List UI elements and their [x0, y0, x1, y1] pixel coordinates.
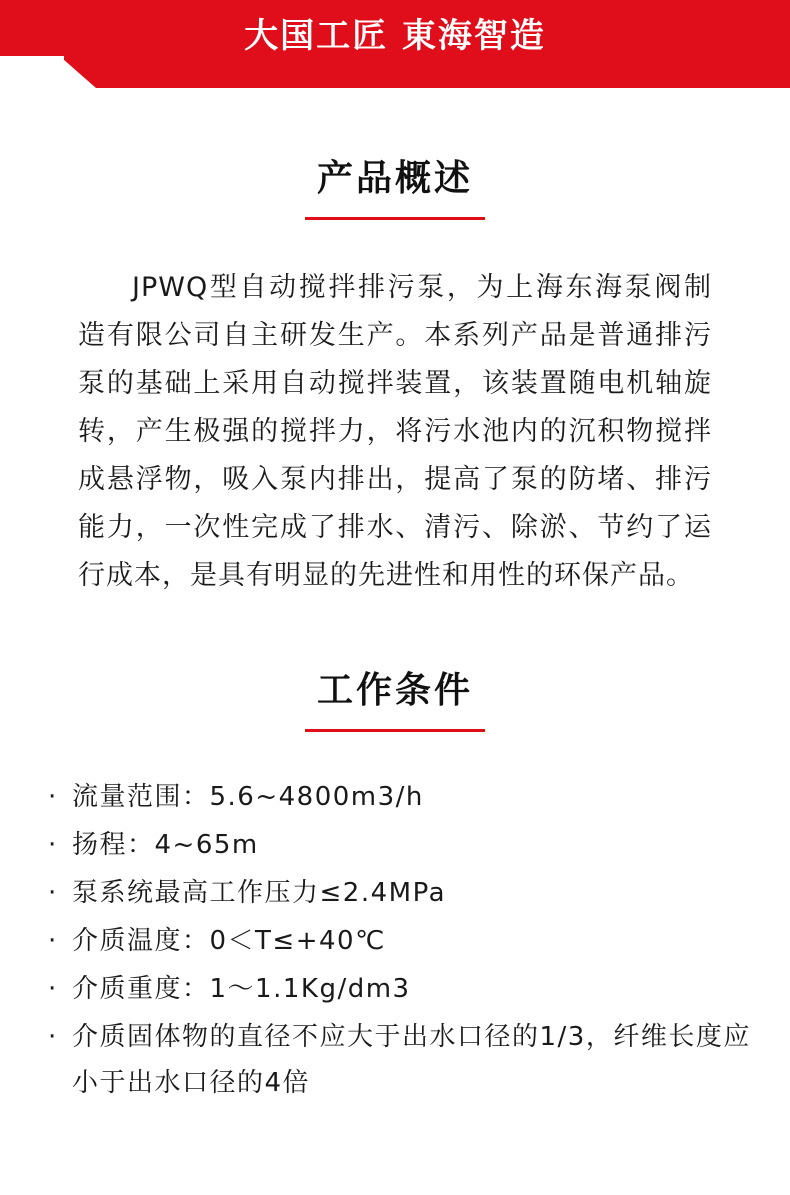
bullet-icon: · [48, 974, 58, 1004]
list-item [48, 966, 754, 1012]
list-item-label: 扬程：4~65m [72, 830, 259, 860]
page-banner [0, 0, 790, 92]
list-item-label: 流量范围：5.6~4800m3/h [72, 782, 424, 812]
working-conditions-heading: 工作条件 [316, 670, 473, 711]
product-overview-paragraph: JPWQ型自动搅拌排污泵，为上海东海泵阀制造有限公司自主研发生产。本系列产品是普通排污泵的基础上采用自动搅拌装置，该装置随电机轴旋转，产生极强的搅拌力，将污水池内的沉积物搅拌成悬浮物，吸入泵内排出，提高了泵的防堵、排污能力，一次性完成了排水、清污、除淤、节约了运行成本，是具有明显的先进性和用性的环保产品。 [78, 272, 712, 591]
list-item-label: 介质重度：1～1.1Kg/dm3 [72, 974, 411, 1004]
list-item [48, 1014, 754, 1106]
bullet-icon: · [48, 782, 58, 812]
conditions-heading-underline [305, 729, 485, 732]
bullet-icon: · [48, 1022, 58, 1052]
product-overview-section [0, 150, 790, 600]
bullet-icon: · [48, 926, 58, 956]
bullet-icon: · [48, 878, 58, 908]
working-conditions-list [0, 774, 790, 1106]
overview-heading-underline [305, 217, 485, 220]
product-overview-heading: 产品概述 [316, 158, 473, 199]
list-item-label: 介质固体物的直径不应大于出水口径的1/3，纤维长度应小于出水口径的4倍 [72, 1022, 751, 1098]
working-conditions-section [0, 662, 790, 1106]
list-item [48, 870, 754, 916]
list-item [48, 774, 754, 820]
banner-title: 大国工匠 東海智造 [244, 16, 546, 56]
list-item-label: 泵系统最高工作压力≤2.4MPa [72, 878, 447, 908]
bullet-icon: · [48, 830, 58, 860]
list-item [48, 822, 754, 868]
list-item-label: 介质温度：0＜T≤+40℃ [72, 926, 386, 956]
list-item [48, 918, 754, 964]
